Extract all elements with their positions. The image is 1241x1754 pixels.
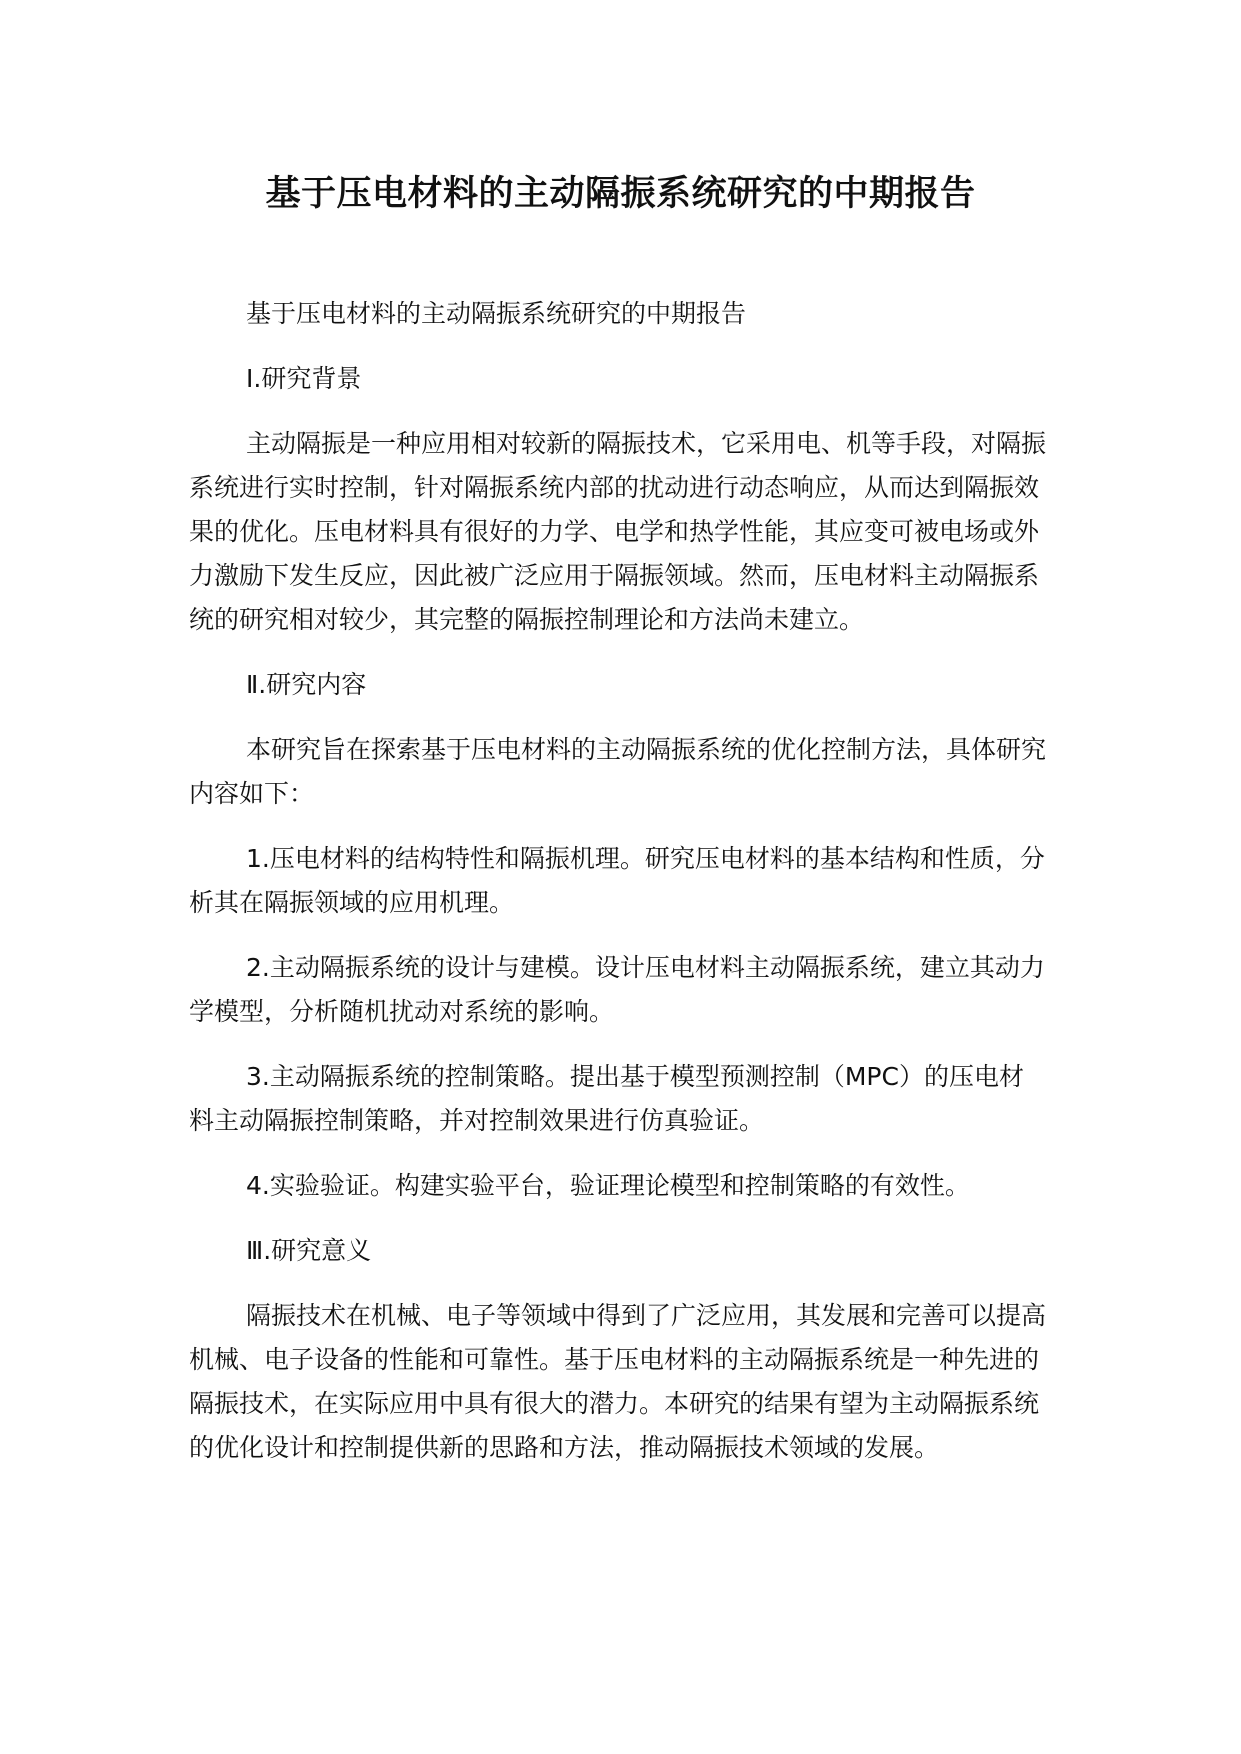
document-body bbox=[189, 292, 1046, 1491]
document-subtitle: 基于压电材料的主动隔振系统研究的中期报告 bbox=[246, 299, 747, 328]
paragraph-content-intro: 本研究旨在探索基于压电材料的主动隔振系统的优化控制方法，具体研究内容如下： bbox=[189, 735, 1047, 808]
list-item: 4.实验验证。构建实验平台，验证理论模型和控制策略的有效性。 bbox=[246, 1171, 970, 1200]
list-item: 2.主动隔振系统的设计与建模。设计压电材料主动隔振系统，建立其动力学模型，分析随机扰动对系统的影响。 bbox=[189, 953, 1045, 1026]
paragraph-significance: 隔振技术在机械、电子等领域中得到了广泛应用，其发展和完善可以提高机械、电子设备的性能和可靠性。基于压电材料的主动隔振系统是一种先进的隔振技术，在实际应用中具有很大的潜力。本研究的结果有望为主动隔振系统的优化设计和控制提供新的思路和方法，推动隔振技术领域的发展。 bbox=[189, 1301, 1047, 1462]
section-heading-content: Ⅱ.研究内容 bbox=[246, 670, 367, 699]
paragraph-background: 主动隔振是一种应用相对较新的隔振技术，它采用电、机等手段，对隔振系统进行实时控制，针对隔振系统内部的扰动进行动态响应，从而达到隔振效果的优化。压电材料具有很好的力学、电学和热学性能，其应变可被电场或外力激励下发生反应，因此被广泛应用于隔振领域。然而，压电材料主动隔振系统的研究相对较少，其完整的隔振控制理论和方法尚未建立。 bbox=[189, 429, 1047, 634]
list-item: 3.主动隔振系统的控制策略。提出基于模型预测控制（MPC）的压电材料主动隔振控制策略，并对控制效果进行仿真验证。 bbox=[189, 1062, 1024, 1135]
section-heading-background: Ⅰ.研究背景 bbox=[246, 364, 362, 393]
document-title: 基于压电材料的主动隔振系统研究的中期报告 bbox=[265, 174, 976, 214]
section-heading-significance: Ⅲ.研究意义 bbox=[246, 1236, 372, 1265]
list-item: 1.压电材料的结构特性和隔振机理。研究压电材料的基本结构和性质，分析其在隔振领域的应用机理。 bbox=[189, 844, 1045, 917]
